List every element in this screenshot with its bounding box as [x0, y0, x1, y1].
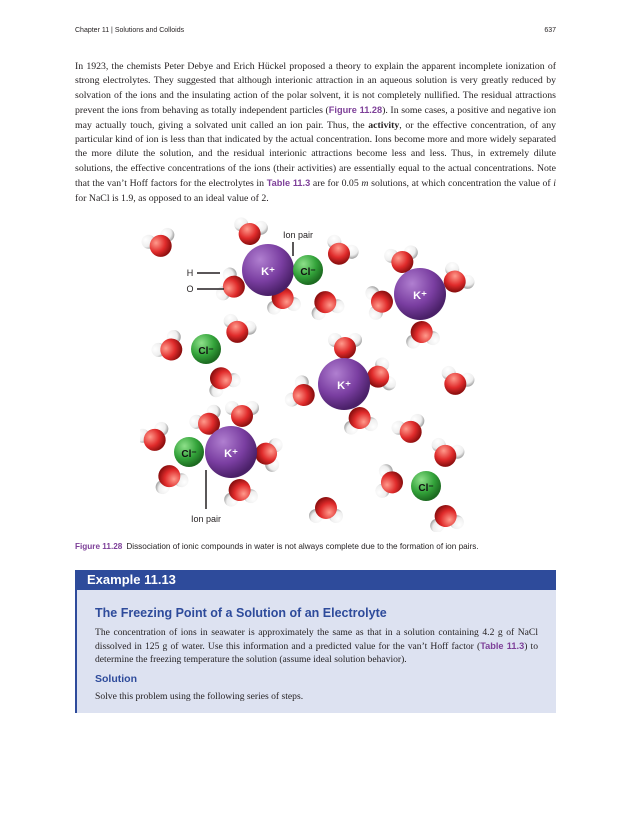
water-molecule	[319, 232, 361, 272]
text-span: The concentration of ions in seawater is approximately the same as that in a solution containing 4.2 g of NaCl dissolved in 125 g of water. Use this information and a predicted value for the van’t Hoff factor (	[95, 627, 538, 652]
figure-link[interactable]: Figure 11.28	[328, 105, 383, 116]
text-span: ). In some cases, a positive and negative ion may actually touch, giving a solvated unit called an ion pair. Thus, the	[75, 105, 556, 131]
water-molecule	[225, 401, 259, 427]
table-link[interactable]: Table 11.3	[266, 178, 311, 189]
figure-caption	[75, 542, 556, 551]
water-molecule	[231, 216, 269, 248]
table-link[interactable]: Table 11.3	[480, 640, 525, 651]
water-molecule	[364, 283, 396, 321]
cl-label: Cl⁻	[198, 346, 214, 357]
water-molecule	[140, 226, 180, 262]
water-molecule	[374, 463, 406, 501]
cl-label: Cl⁻	[300, 267, 316, 278]
solution-heading: Solution	[95, 672, 137, 685]
water-molecule	[309, 497, 343, 523]
water-molecule	[140, 420, 174, 456]
water-molecule	[403, 318, 441, 350]
k-label: K⁺	[337, 380, 351, 392]
water-molecule	[282, 373, 322, 415]
figure-number: Figure 11.28	[75, 542, 123, 551]
page-number: 637	[544, 27, 556, 34]
example-text	[95, 626, 538, 667]
example-header: Example 11.13	[75, 570, 556, 590]
water-molecule	[306, 286, 347, 322]
caption-text: Dissociation of ionic compounds in water is not always complete due to the formation of ion pairs.	[126, 542, 479, 551]
text-span: are for 0.05	[310, 178, 362, 190]
example-title: The Freezing Point of a Solution of an Electrolyte	[95, 606, 387, 620]
ion-pair-label-bottom: Ion pair	[190, 514, 222, 524]
water-molecule	[390, 412, 431, 448]
water-molecule	[427, 502, 465, 532]
water-molecule	[201, 360, 243, 400]
water-molecule	[221, 476, 259, 508]
oxygen-label: O	[186, 284, 194, 294]
k-label: K⁺	[224, 448, 238, 460]
water-molecule	[328, 333, 362, 359]
k-label: K⁺	[261, 266, 275, 278]
text-span: solutions, at which concentration the value of	[368, 178, 554, 190]
water-molecule	[218, 312, 259, 348]
solution-text: Solve this problem using the following series of steps.	[95, 690, 304, 702]
ion-pair-illustration	[140, 212, 480, 532]
k-label: K⁺	[413, 290, 427, 302]
chapter-title: Chapter 11 | Solutions and Colloids	[75, 27, 185, 34]
term-activity: activity	[368, 119, 400, 131]
hydrogen-label: H	[186, 268, 194, 278]
water-molecule	[436, 364, 477, 400]
vant-hoff-variable: i	[553, 178, 557, 190]
text-span: , or the effective concentration, of any particular kind of ion is less than that indicated by the actual concentration. Ions become more and more widely separated the more dilute the solution, and the residual interionic attractions become less and less. Thus, in extremely dilute solutions, the effective concentrations of the ions (their activities) are essentially equal to the actual concentrations. Note that the van’t Hoff factors for the electrolytes in	[75, 119, 556, 190]
text-span: In 1923, the chemists Peter Debye and Erich Hückel proposed a theory to explain the apparent incomplete ionization of strong electrolytes. They suggested that although interionic attraction in an aqueous solution is very greatly reduced by solvation of the ions and the insulating action of the polar solvent, it is not completely nullified. The residual attractions prevent the ions from behaving as totally independent particles (	[75, 61, 556, 117]
ion-pair-figure	[140, 212, 480, 532]
water-molecule	[149, 327, 192, 369]
water-molecule	[252, 435, 284, 473]
cl-label: Cl⁻	[181, 449, 197, 460]
molality-unit: m	[361, 178, 369, 190]
text-span: ) to determine the freezing temperature the solution (assume ideal solution behavior).	[95, 640, 538, 665]
ion-pair-label-top: Ion pair	[282, 230, 314, 240]
body-paragraph	[75, 60, 556, 206]
text-span: for NaCl is 1.9, as opposed to an ideal value of 2.	[75, 192, 269, 204]
example-box	[75, 590, 556, 713]
water-molecule	[426, 436, 467, 472]
cl-label: Cl⁻	[418, 483, 434, 494]
